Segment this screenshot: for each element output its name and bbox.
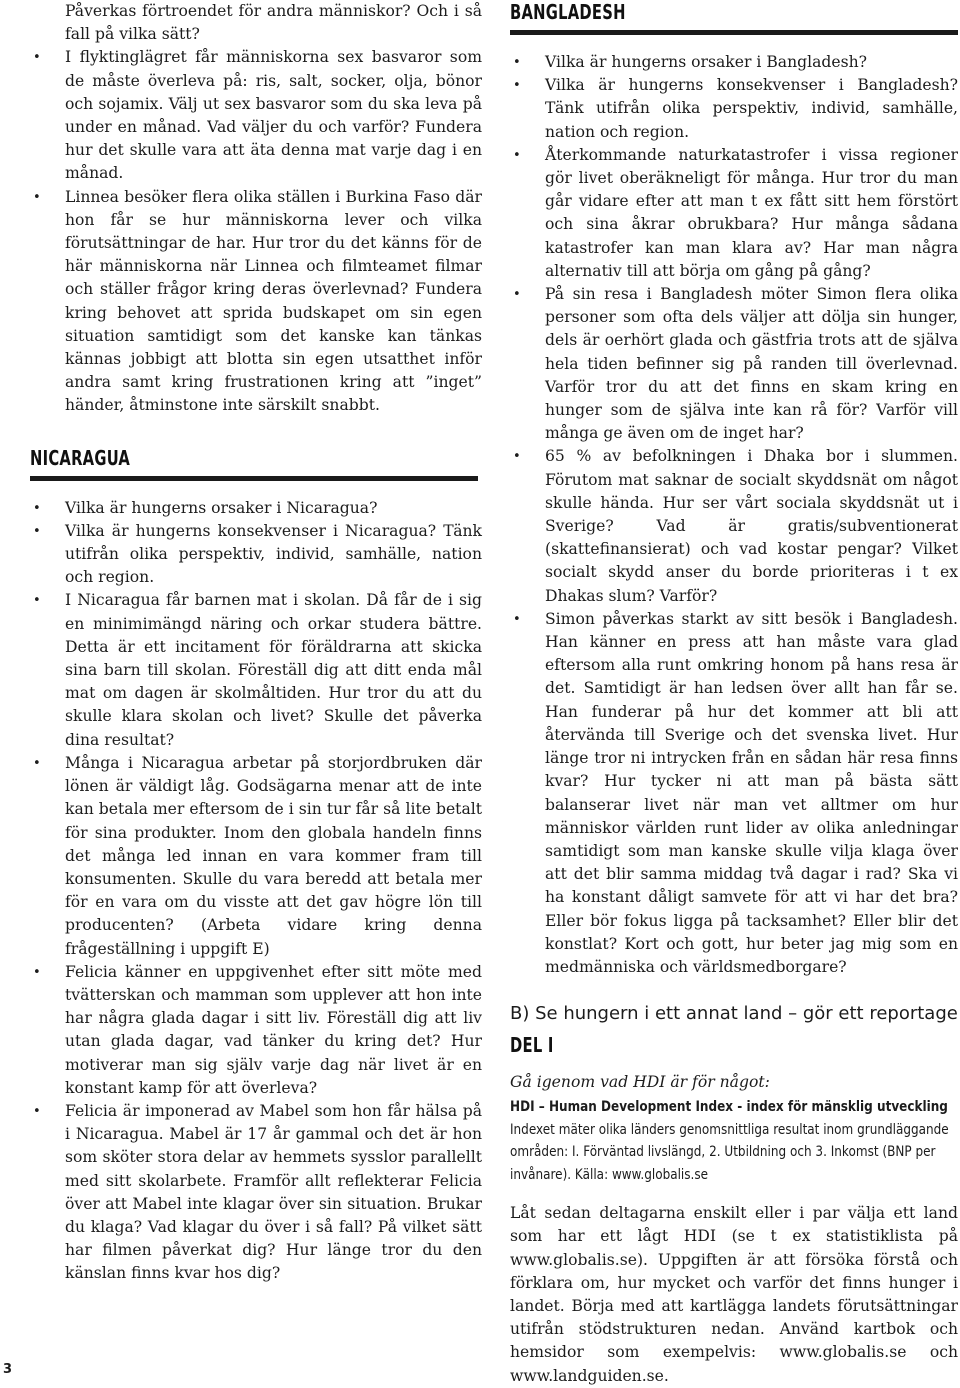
bangladesh-bullet-list [510, 51, 958, 979]
part-label: DEL I [510, 1033, 554, 1058]
section-b [510, 1001, 958, 1388]
list-item: • Vilka är hungerns konsekvenser i Bangladesh? Tänk utifrån olika perspektiv, individ, samhälle, nation och region. [510, 74, 958, 144]
hdi-question: Gå igenom vad HDI är för något: [510, 1073, 770, 1092]
bangladesh-section [510, 0, 958, 979]
list-item: • Linnea besöker flera olika ställen i Burkina Faso där hon får se hur människorna lever och vilka förutsättningar de har. Hur tror du det känns för de här människorna när Linnea och filmteamet filmar och ställer frågor kring deras överlevnad? Fundera kring behovet att sprida budskapet om sin egen situation samtidigt som det kanske kan tänkas kännas jobbigt att blotta sin egen utsatthet inför andra samt kring frustrationen kring att ”inget” händer, åtminstone inte särskilt snabbt. [30, 186, 482, 418]
list-item: • Felicia är imponerad av Mabel som hon får hälsa på i Nicaragua. Mabel är 17 år gammal och det är hon som sköter stora delar av hemmets sysslor parallellt med sitt skolarbete. Framför allt reflekterar Felicia över att Mabel inte klagar över sin situation. Brukar du klaga? Vad klagar du över i så fall? På vilket sätt har filmen påverkat dig? Hur länge tror du den känslan finns kvar hos dig? [30, 1100, 482, 1286]
right-column [510, 0, 958, 1388]
list-item: • Vilka är hungerns orsaker i Nicaragua? [30, 497, 482, 520]
list-item: • Vilka är hungerns orsaker i Bangladesh? [510, 51, 958, 74]
intro-bullet-list [30, 0, 482, 418]
left-column [30, 0, 482, 1286]
list-item: Påverkas förtroendet för andra människor? Och i så fall på vilka sätt? [65, 2, 482, 44]
list-item: • Simon påverkas starkt av sitt besök i Bangladesh. Han känner en press att han måste vara glad eftersom alla runt omkring honom på hans resa är det. Samtidigt är han ledsen över allt han får se. Han funderar på hur det kommer att bli att återvända till Sverige och det svenska livet. Hur länge tror ni intrycken från en sådan här resa finns kvar? Hur tycker ni att man på bästa sätt balanserar livet när man vet alltmer om hur människor världen runt lider av olika anledningar samtidigt som man kanske skulle vilja klaga över att det blir samma middag två dagar i rad? Ska vi ha konstant dåligt samvete för att vi har det bra? Eller bör fokus ligga på tacksamhet? Eller blir det konstlat? Kort och gott, hur beter jag mig som en medmänniska och världsmedborgare? [510, 608, 958, 979]
section-b-title: B) Se hungern i ett annat land – gör ett reportage [510, 1003, 958, 1025]
list-item: • I flyktinglägret får människorna sex basvaror som de måste överleva på: ris, salt, socker, olja, bönor och sojamix. Välj ut sex basvaror som du ska leva på under en månad. Vad väljer du och varför? Fundera hur det skulle vara att äta denna mat varje dag i en månad. [30, 46, 482, 185]
hdi-title: HDI – Human Development Index - index för mänsklig utveckling [510, 1099, 948, 1116]
list-item: • Många i Nicaragua arbetar på storjordbruken där lönen är väldigt låg. Godsägarna menar att de inte kan betala mer eftersom de i sin tur får så lite betalt för sina produkter. Inom den globala handeln finns det många led innan en vara kommer fram till konsumenten. Skulle du vara beredd att betala mer för en vara om du visste att det gav högre lön till producenten? (Arbeta vidare kring denna frågeställning i uppgift E) [30, 752, 482, 961]
list-item: • I Nicaragua får barnen mat i skolan. Då får de i sig en minimimängd näring och orkar studera bättre. Detta är ett incitament för föräldrarna att skicka sina barn till skolan. Föreställ dig att ditt enda mål mat om dagen är skolmåltiden. Hur tror du att du skulle klara skolan och livet? Skulle det påverka dina resultat? [30, 589, 482, 751]
list-item: • På sin resa i Bangladesh möter Simon flera olika personer som ofta dels väljer att dölja sin hunger, dels är oerhört glada och gästfria trots att de själva hela tiden befinner sig på randen till överlevnad. Varför tror du att det finns en skam kring en hunger som de själva inte kan rå för? Varför vill många ge även om de inget har? [510, 283, 958, 445]
nicaragua-heading: NICARAGUA [30, 445, 131, 470]
nicaragua-bullet-list [30, 497, 482, 1286]
hdi-description: Indexet mäter olika länders genomsnittliga resultat inom grundläggande områden: I. Förväntad livslängd, 2. Utbildning och 3. Inkomst (BNP per invånare). Källa: www.globalis.se [510, 1121, 949, 1183]
section-divider [30, 476, 478, 481]
section-divider [510, 30, 958, 35]
bangladesh-heading: BANGLADESH [510, 0, 626, 24]
nicaragua-section [30, 446, 482, 1286]
page-number: 3 [3, 1362, 13, 1377]
assignment-text: Låt sedan deltagarna enskilt eller i par välja ett land som har ett lågt HDI (se t ex statistiklista på www.globalis.se). Uppgiften är att försöka förstå och förklara om, hur mycket och varför det finns hunger i landet. Börja med att kartlägga landets förutsättningar utifrån stödstrukturen nedan. Använd kartbok och hemsidor som exempelvis: www.globalis.se och www.landguiden.se. [510, 1204, 958, 1385]
list-item: • Felicia känner en uppgivenhet efter sitt möte med tvätterskan och mamman som upplever att hon inte har några glada dagar i sitt liv. Föreställ dig att liv utan glada dagar, vad tänker du kring det? Hur motiverar man sig själv varje dag när livet är en konstant kamp för att överleva? [30, 961, 482, 1100]
list-item: • 65 % av befolkningen i Dhaka bor i slummen. Förutom mat saknar de socialt skyddsnät om något skulle hända. Hur ser vårt sociala skyddsnät ut i Sverige? Vad är gratis/subventionerat (skattefinansierat) och vad kostar pengar? Vilket socialt skydd anser du borde prioriteras i t ex Dhakas slum? Varför? [510, 445, 958, 607]
list-item: • Vilka är hungerns konsekvenser i Nicaragua? Tänk utifrån olika perspektiv, individ, samhälle, nation och region. [30, 520, 482, 590]
hdi-definition [510, 1096, 958, 1186]
list-item: • Återkommande naturkatastrofer i vissa regioner gör livet oberäkneligt för många. Hur tror du man går vidare efter att man t ex fått sitt hem förstört och sina åkrar obrukbara? Hur många sådana katastrofer kan man klara av? Har man några alternativ till att börja om gång på gång? [510, 144, 958, 283]
